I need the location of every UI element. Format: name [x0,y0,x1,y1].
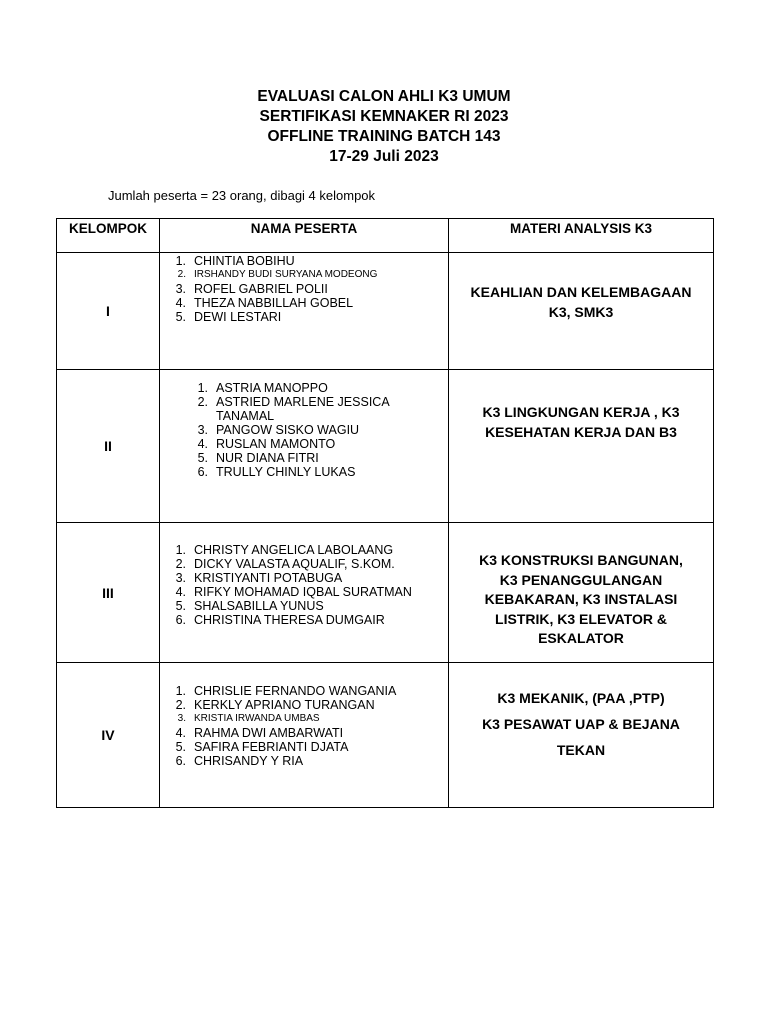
list-item: 4. RAHMA DWI AMBARWATI [175,726,344,740]
list-item: 1. ASTRIA MANOPPO [197,381,328,395]
list-item: 4. RIFKY MOHAMAD IQBAL SURATMAN [175,585,412,599]
title-line-4: 17-29 Juli 2023 [329,148,439,165]
table-row [57,523,714,663]
group-number: II [57,370,160,523]
list-item: 4. THEZA NABBILLAH GOBEL [175,296,354,310]
material-line: K3 KONSTRUKSI BANGUNAN, [479,552,683,568]
list-item: 1. CHRISTY ANGELICA LABOLAANG [175,543,394,557]
table-header-row [57,219,714,253]
list-item: 5. NUR DIANA FITRI [197,451,319,465]
material-line: K3 LINGKUNGAN KERJA , K3 [482,404,680,420]
material-cell [449,523,714,663]
header-nama-peserta: NAMA PESERTA [160,219,449,253]
material-line: LISTRIK, K3 ELEVATOR & [495,610,667,627]
table-row [57,663,714,808]
list-item: 5. SHALSABILLA YUNUS [175,599,324,613]
member-list [164,254,448,324]
member-list-cell [160,370,449,523]
list-item: 3. ROFEL GABRIEL POLII [175,282,328,296]
list-item: 3. KRISTIYANTI POTABUGA [175,571,343,585]
list-item: 5. SAFIRA FEBRIANTI DJATA [175,740,349,754]
list-item: 5. DEWI LESTARI [175,310,282,324]
material-line: KEAHLIAN DAN KELEMBAGAAN [470,284,692,300]
group-number: III [57,523,160,663]
member-list-cell [160,523,449,663]
list-item: 3. PANGOW SISKO WAGIU [197,423,360,437]
material-line: K3, SMK3 [548,303,614,320]
member-list-cell [160,253,449,370]
material-line: KEBAKARAN, K3 INSTALASI [484,591,678,607]
list-item: 1. CHRISLIE FERNANDO WANGANIA [175,684,397,698]
list-item: 2. IRSHANDY BUDI SURYANA MODEONG [177,269,378,280]
material-line: TEKAN [556,742,606,758]
list-item: 6. CHRISANDY Y RIA [175,754,304,768]
member-list [186,381,448,479]
participant-summary: Jumlah peserta = 23 orang, dibagi 4 kelompok [108,188,376,203]
title-line-2: SERTIFIKASI KEMNAKER RI 2023 [259,108,509,125]
group-table [56,218,714,808]
group-number: I [57,253,160,370]
material-line: K3 PESAWAT UAP & BEJANA [482,716,680,732]
header-materi: MATERI ANALYSIS K3 [449,219,714,253]
member-list [164,543,448,627]
title-line-1: EVALUASI CALON AHLI K3 UMUM [257,88,511,105]
group-number: IV [57,663,160,808]
material-line: ESKALATOR [538,630,624,646]
material-line: K3 MEKANIK, (PAA ,PTP) [497,690,665,706]
material-cell [449,253,714,370]
material-cell [449,370,714,523]
list-item: 2. ASTRIED MARLENE JESSICA TANAMAL [197,395,389,423]
material-line: KESEHATAN KERJA DAN B3 [485,423,677,440]
header-kelompok: KELOMPOK [57,219,160,253]
list-item: 4. RUSLAN MAMONTO [197,437,336,451]
material-cell [449,663,714,808]
list-item: 6. TRULLY CHINLY LUKAS [197,465,356,479]
list-item: 1. CHINTIA BOBIHU [175,254,295,268]
list-item: 6. CHRISTINA THERESA DUMGAIR [175,613,385,627]
document-title [0,87,768,167]
member-list-cell [160,663,449,808]
list-item: 2. DICKY VALASTA AQUALIF, S.KOM. [175,557,395,571]
list-item: 3. KRISTIA IRWANDA UMBAS [177,713,320,724]
table-row [57,253,714,370]
list-item: 2. KERKLY APRIANO TURANGAN [175,698,375,712]
table-row [57,370,714,523]
material-line: K3 PENANGGULANGAN [499,571,663,588]
title-line-3: OFFLINE TRAINING BATCH 143 [267,128,501,145]
member-list [164,684,448,768]
